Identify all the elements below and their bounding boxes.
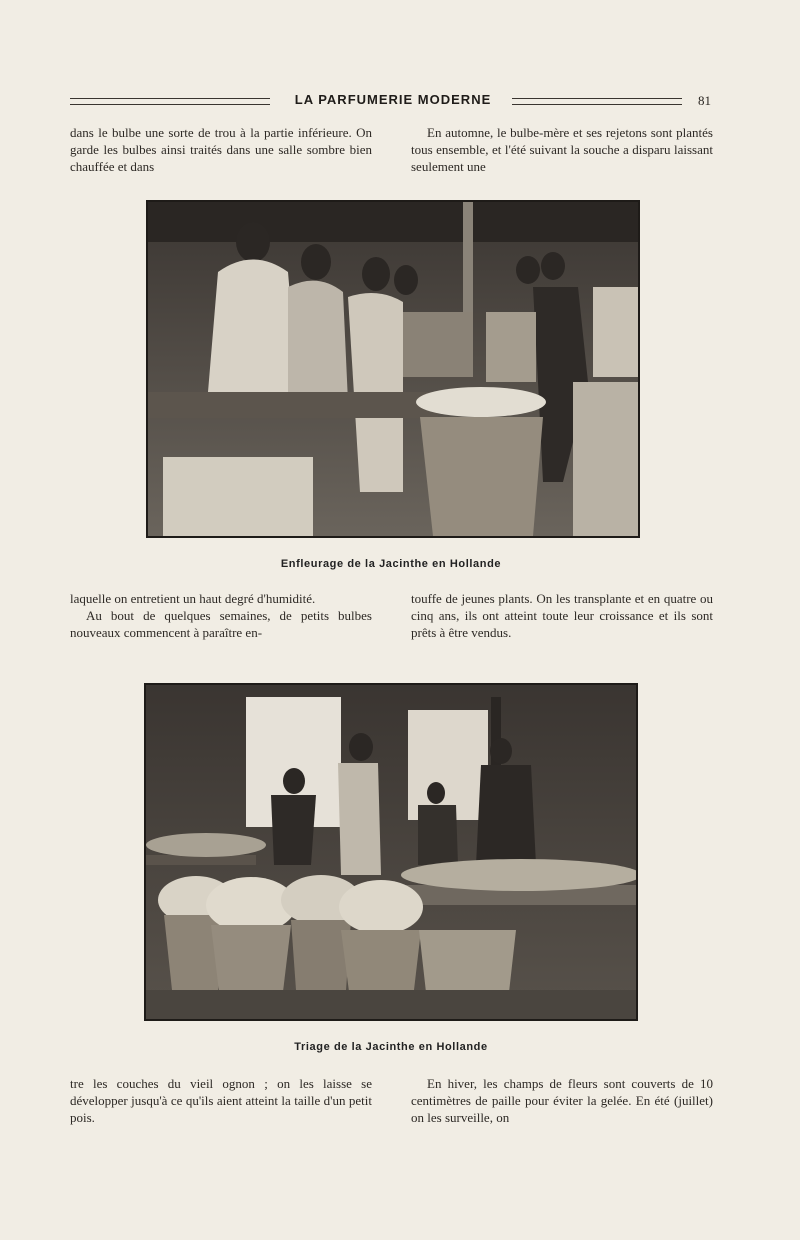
header-rule-left: [70, 98, 270, 105]
photo-triage: [144, 683, 638, 1021]
text-column-left-1: [70, 124, 372, 175]
figure-caption-1: Enfleurage de la Jacinthe en Hollande: [280, 558, 502, 570]
paragraph: En automne, le bulbe-mère et ses rejetons sont plantés tous ensemble, et l'été suivant la souche a disparu laissant seulement une: [411, 125, 713, 174]
text-column-right-3: [411, 1075, 713, 1126]
paragraph: dans le bulbe une sorte de trou à la partie inférieure. On garde les bulbes ainsi traités dans une salle sombre bien chauffée et dans: [70, 125, 372, 174]
journal-title: LA PARFUMERIE MODERNE: [294, 92, 492, 107]
text-column-right-1: [411, 124, 713, 175]
figure-caption-2: Triage de la Jacinthe en Hollande: [294, 1041, 488, 1053]
paragraph: touffe de jeunes plants. On les transplante et en quatre ou cinq ans, ils ont atteint toute leur croissance et ils sont prêts à être vendus.: [411, 591, 713, 640]
text-column-right-2: [411, 590, 713, 641]
photo-enfleurage: [146, 200, 640, 538]
paragraph: laquelle on entretient un haut degré d'humidité.: [70, 591, 316, 606]
header-rule-right: [512, 98, 682, 105]
paragraph: Au bout de quelques semaines, de petits bulbes nouveaux commencent à paraître en-: [70, 608, 372, 640]
running-header: [70, 92, 715, 114]
text-column-left-2: [70, 590, 372, 641]
page-number: 81: [698, 93, 711, 108]
paragraph: En hiver, les champs de fleurs sont couverts de 10 centimètres de paille pour éviter la gelée. En été (juillet) on les surveille, on: [411, 1076, 713, 1125]
paragraph: tre les couches du vieil ognon ; on les laisse se développer jusqu'à ce qu'ils aient atteint la taille d'un petit pois.: [70, 1076, 372, 1125]
text-column-left-3: [70, 1075, 372, 1126]
photo-triage-image: [146, 685, 636, 1019]
photo-enfleurage-image: [148, 202, 638, 536]
